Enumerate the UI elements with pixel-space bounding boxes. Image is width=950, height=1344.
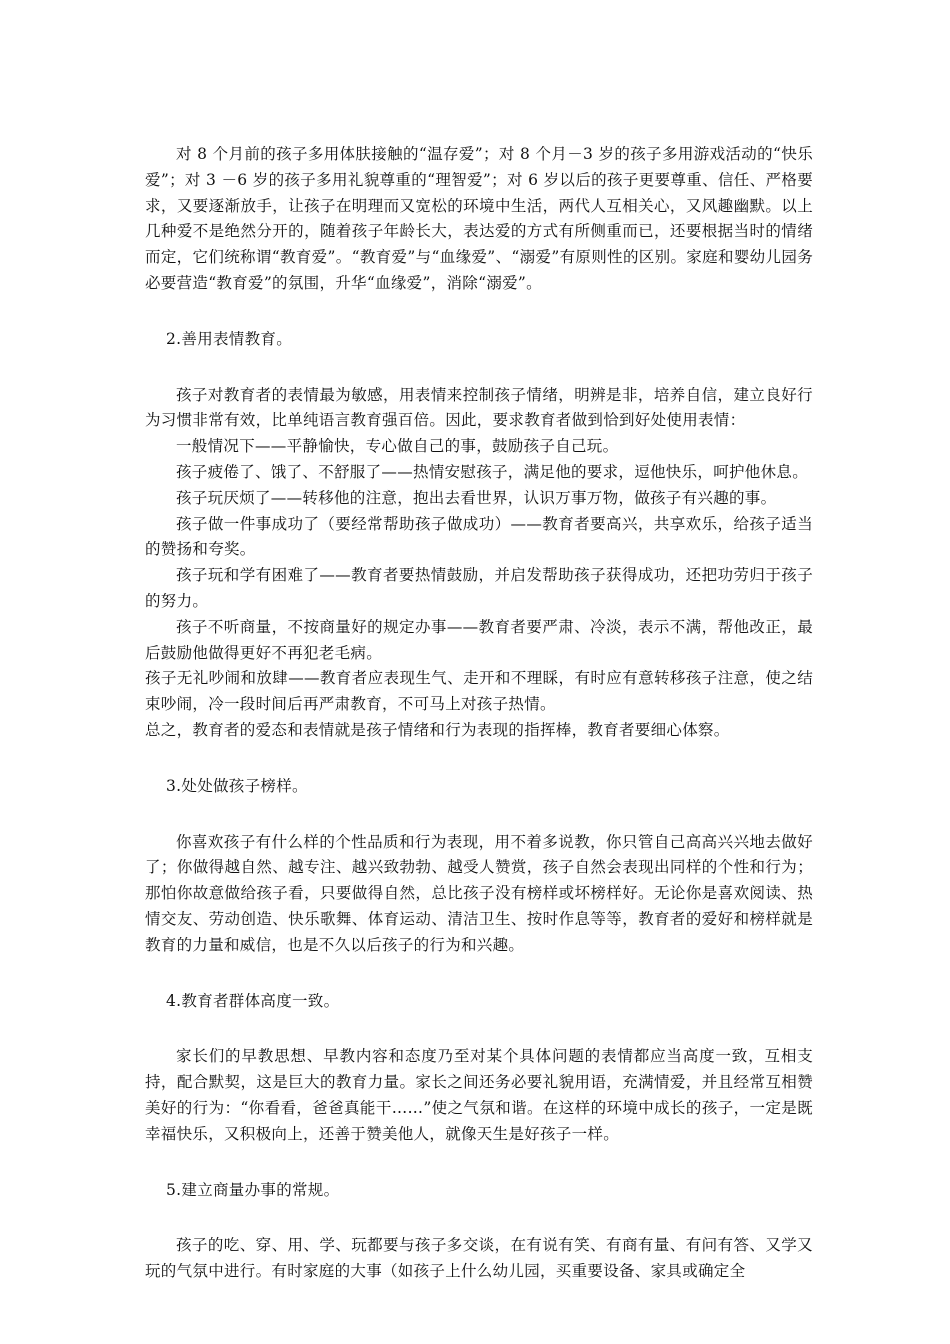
spacer (145, 959, 813, 989)
expression-item: 孩子玩厌烦了——转移他的注意，抱出去看世界，认识万事万物，做孩子有兴趣的事。 (176, 488, 777, 507)
intro-paragraph: 对 8 个月前的孩子多用体肤接触的“温存爱”；对 8 个月－3 岁的孩子多用游戏活动的“快乐爱”；对 3 －6 岁的孩子多用礼貌尊重的“理智爱”；对 6 岁以后的孩子更要尊重、信任、严格要求，又要逐渐放手，让孩子在明理而又宽松的环境中生活，两代人互相关心，又风趣幽默。以上几种爱不是绝然分开的，随着孩子年龄长大，表达爱的方式有所侧重而已，还要根据当时的情绪而定，它们统称谓“教育爱”。“教育爱”与“血缘爱”、“溺爱”有原则性的区别。家庭和婴幼儿园务必要营造“教育爱”的氛围，升华“血缘爱”，消除“溺爱”。 (145, 145, 813, 292)
spacer (145, 744, 813, 774)
section-3-heading: 3.处处做孩子榜样。 (166, 776, 308, 795)
expression-item: 孩子无礼吵闹和放肆——教育者应表现生气、走开和不理睬，有时应有意转移孩子注意，使之结束吵闹，冷一段时间后再严肃教育，不可马上对孩子热情。 (145, 669, 813, 714)
spacer (145, 1148, 813, 1178)
spacer (145, 1014, 813, 1044)
expression-item (145, 615, 813, 667)
section-2-summary: 总之，教育者的爱态和表情就是孩子情绪和行为表现的指挥棒，教育者要细心体察。 (145, 720, 730, 739)
spacer (145, 1203, 813, 1233)
section-2-heading: 2.善用表情教育。 (166, 329, 292, 348)
document-page (145, 142, 813, 1285)
expression-item: 孩子疲倦了、饿了、不舒服了——热情安慰孩子，满足他的要求，逗他快乐，呵护他休息。 (176, 462, 809, 481)
expression-item-line: 子的努力。 (145, 566, 813, 610)
section-4-heading: 4.教育者群体高度一致。 (166, 991, 340, 1010)
expression-item-line: 孩子不听商量，不按商量好的规定办事——教育者要严肃、冷淡，表示不满，帮他改正， (176, 617, 798, 636)
expression-item-line: 当的赞扬和夸奖。 (145, 514, 813, 559)
section-2-intro: 孩子对教育者的表情最为敏感，用表情来控制孩子情绪，明辨是非，培养自信，建立良好行为习惯非常有效，比单纯语言教育强百倍。因此，要求教育者做到恰到好处使用表情： (145, 385, 813, 430)
spacer (145, 297, 813, 327)
section-4-body: 家长们的早教思想、早教内容和态度乃至对某个具体问题的表情都应当高度一致，互相支持，配合默契，这是巨大的教育力量。家长之间还务必要礼貌用语，充满情爱，并且经常互相赞美好的行为：“你看看，爸爸真能干……”使之气氛和谐。在这样的环境中成长的孩子，一定是既幸福快乐，又积极向上，还善于赞美他人，就像天生是好孩子一样。 (145, 1047, 813, 1143)
section-5-body: 孩子的吃、穿、用、学、玩都要与孩子多交谈，在有说有笑、有商有量、有问有答、又学又玩的气氛中进行。有时家庭的大事（如孩子上什么幼儿园，买重要设备、家具或确定全 (145, 1236, 813, 1281)
expression-item-line: 孩子玩和学有困难了——教育者要热情鼓励，并启发帮助孩子获得成功，还把功劳归于孩 (176, 566, 798, 585)
spacer (145, 353, 813, 383)
section-5-heading: 5.建立商量办事的常规。 (166, 1180, 340, 1199)
expression-item (145, 563, 813, 615)
spacer (145, 800, 813, 830)
expression-item-line: 孩子做一件事成功了（要经常帮助孩子做成功）——教育者要高兴，共享欢乐，给孩子适 (176, 514, 798, 533)
section-3-body: 你喜欢孩子有什么样的个性品质和行为表现，用不着多说教，你只管自己高高兴兴地去做好了；你做得越自然、越专注、越兴致勃勃、越受人赞赏，孩子自然会表现出同样的个性和行为；那怕你故意做给孩子看，只要做得自然，总比孩子没有榜样或坏榜样好。无论你是喜欢阅读、热情交友、劳动创造、快乐歌舞、体育运动、清洁卫生、按时作息等等，教育者的爱好和榜样就是教育的力量和威信，也是不久以后孩子的行为和兴趣。 (145, 832, 813, 954)
expression-item: 一般情况下——平静愉快，专心做自己的事，鼓励孩子自己玩。 (176, 437, 619, 456)
expression-item (145, 512, 813, 564)
expression-item-line: 最后鼓励他做得更好不再犯老毛病。 (145, 617, 813, 662)
